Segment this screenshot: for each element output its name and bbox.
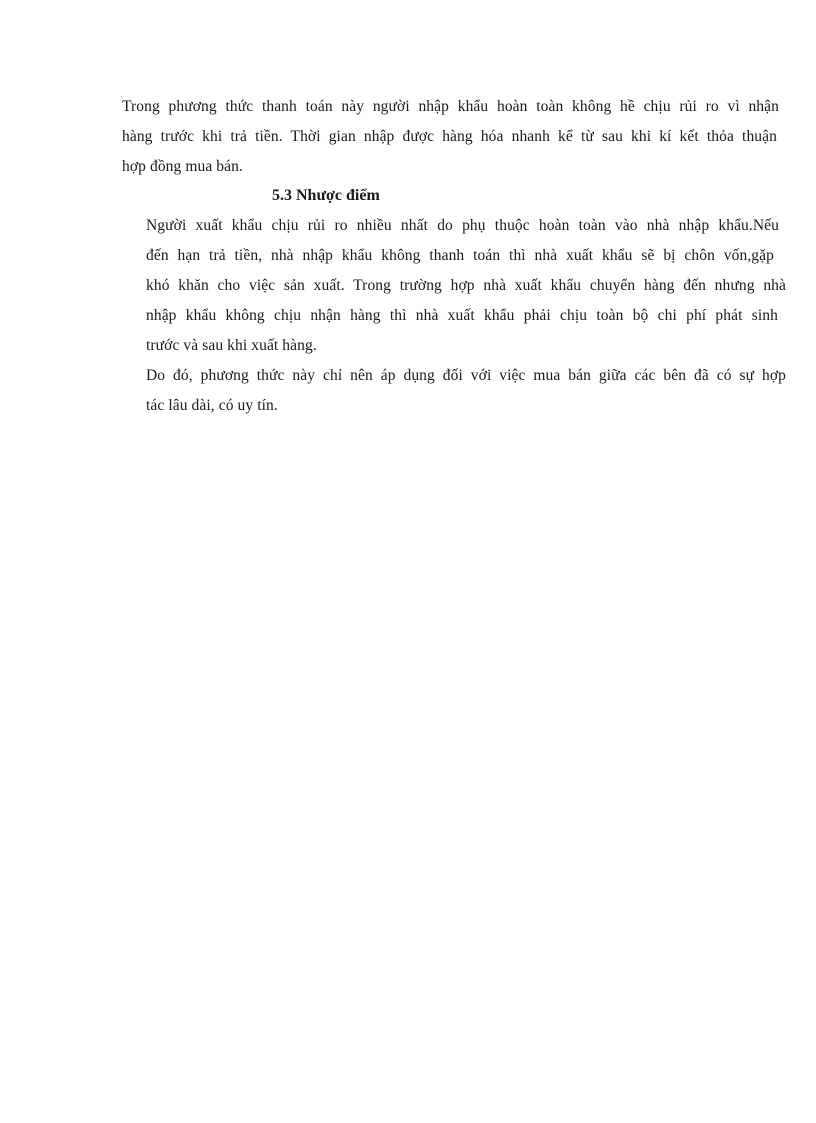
paragraph2-line-2: tác lâu dài, có uy tín.: [146, 397, 278, 414]
paragraph1-line-4: nhập khẩu không chịu nhận hàng thì nhà xuất khẩu phải chịu toàn bộ chi phí phát sinh: [146, 307, 778, 324]
paragraph1-line-3: khó khăn cho việc sản xuất. Trong trường hợp nhà xuất khẩu chuyển hàng đến nhưng nhà: [146, 277, 786, 294]
paragraph1-line-1: Người xuất khẩu chịu rủi ro nhiều nhất do phụ thuộc hoàn toàn vào nhà nhập khẩu.Nếu: [146, 217, 779, 234]
intro-line-2: hàng trước khi trả tiền. Thời gian nhập được hàng hóa nhanh kể từ sau khi kí kết thỏa thuận: [122, 128, 777, 145]
paragraph2-line-1: Do đó, phương thức này chỉ nên áp dụng đối với việc mua bán giữa các bên đã có sự hợp: [146, 367, 786, 384]
paragraph1-line-5: trước và sau khi xuất hàng.: [146, 337, 317, 354]
intro-line-1: Trong phương thức thanh toán này người nhập khẩu hoàn toàn không hề chịu rủi ro vì nhận: [122, 98, 779, 115]
paragraph1-line-2: đến hạn trả tiền, nhà nhập khẩu không thanh toán thì nhà xuất khẩu sẽ bị chôn vốn,gặp: [146, 247, 774, 264]
intro-line-3: hợp đồng mua bán.: [122, 158, 243, 175]
section-heading: 5.3 Nhược điểm: [272, 187, 380, 204]
